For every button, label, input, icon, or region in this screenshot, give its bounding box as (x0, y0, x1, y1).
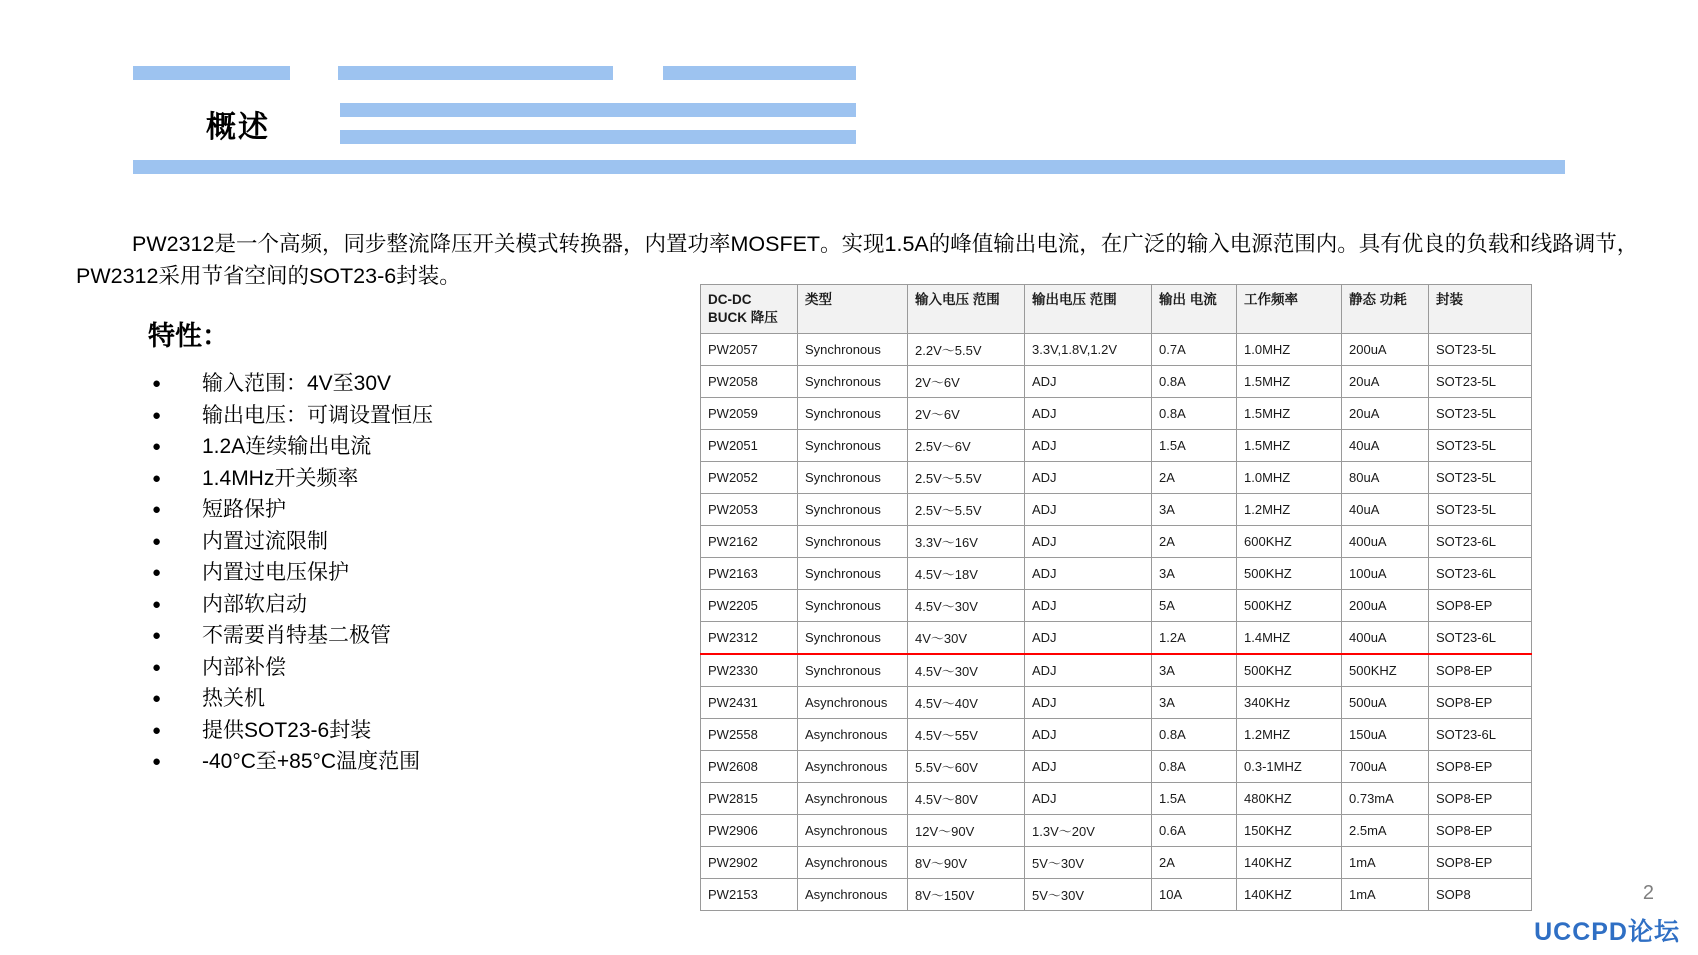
table-cell: ADJ (1025, 430, 1152, 462)
table-row (701, 430, 1532, 462)
slide-header-decoration (0, 0, 1698, 185)
table-cell: 200uA (1342, 334, 1429, 366)
table-cell: 1.2A (1152, 622, 1237, 655)
list-item: ● 提供SOT23-6封装 (152, 715, 433, 747)
table-cell: ADJ (1025, 622, 1152, 655)
header-bar-gap-1 (290, 66, 338, 80)
table-cell: 2A (1152, 462, 1237, 494)
table-cell: 600KHZ (1237, 526, 1342, 558)
table-cell: 140KHZ (1237, 847, 1342, 879)
table-cell: 4.5V～55V (908, 719, 1025, 751)
table-header-row (701, 285, 1532, 334)
list-item: ● 输出电压：可调设置恒压 (152, 400, 433, 432)
table-cell: PW2052 (701, 462, 798, 494)
table-cell: 2.5V～5.5V (908, 494, 1025, 526)
table-row (701, 494, 1532, 526)
table-cell: 1.5MHZ (1237, 398, 1342, 430)
table-cell: SOP8-EP (1429, 783, 1532, 815)
table-cell: ADJ (1025, 558, 1152, 590)
table-cell: ADJ (1025, 494, 1152, 526)
column-header-quiescent: 静态 功耗 (1342, 285, 1429, 334)
table-cell: 1.5A (1152, 430, 1237, 462)
header-bar-middle-2 (340, 130, 856, 144)
table-cell: 340KHz (1237, 687, 1342, 719)
table-cell: 1mA (1342, 879, 1429, 911)
table-cell: ADJ (1025, 751, 1152, 783)
list-item: ● 不需要肖特基二极管 (152, 620, 433, 652)
table-cell: 1.4MHZ (1237, 622, 1342, 655)
list-item: ● 1.2A连续输出电流 (152, 431, 433, 463)
column-header-package: 封装 (1429, 285, 1532, 334)
table-cell: ADJ (1025, 783, 1152, 815)
table-cell: 1mA (1342, 847, 1429, 879)
table-row (701, 398, 1532, 430)
table-cell: SOT23-5L (1429, 462, 1532, 494)
table-cell: 2V～6V (908, 398, 1025, 430)
table-cell: 3A (1152, 558, 1237, 590)
table-cell: Synchronous (798, 430, 908, 462)
table-cell: SOP8-EP (1429, 847, 1532, 879)
table-row (701, 366, 1532, 398)
table-row (701, 558, 1532, 590)
table-cell: ADJ (1025, 366, 1152, 398)
table-cell: Asynchronous (798, 879, 908, 911)
table-cell: SOP8 (1429, 879, 1532, 911)
table-cell: Asynchronous (798, 847, 908, 879)
column-header-frequency: 工作频率 (1237, 285, 1342, 334)
features-heading: 特性： (148, 321, 229, 351)
table-cell: Synchronous (798, 366, 908, 398)
table-cell: 1.5A (1152, 783, 1237, 815)
table-cell: 5V～30V (1025, 847, 1152, 879)
table-cell: 2.2V～5.5V (908, 334, 1025, 366)
table-cell: Asynchronous (798, 815, 908, 847)
list-item: ● 1.4MHz开关频率 (152, 463, 433, 495)
table-cell: SOP8-EP (1429, 751, 1532, 783)
table-cell: Asynchronous (798, 687, 908, 719)
table-cell: Asynchronous (798, 719, 908, 751)
table-cell: SOP8-EP (1429, 815, 1532, 847)
table-cell: 2.5V～5.5V (908, 462, 1025, 494)
table-cell: 3.3V～16V (908, 526, 1025, 558)
list-item: ● 内置过流限制 (152, 526, 433, 558)
table-cell: 10A (1152, 879, 1237, 911)
table-cell: 2V～6V (908, 366, 1025, 398)
table-cell: 200uA (1342, 590, 1429, 622)
table-cell: 0.8A (1152, 719, 1237, 751)
table-cell: 150uA (1342, 719, 1429, 751)
column-header-output-voltage: 输出电压 范围 (1025, 285, 1152, 334)
table-cell: PW2330 (701, 654, 798, 687)
table-cell: 400uA (1342, 622, 1429, 655)
table-cell: 0.8A (1152, 398, 1237, 430)
table-cell: 1.3V～20V (1025, 815, 1152, 847)
table-row (701, 879, 1532, 911)
table-row (701, 462, 1532, 494)
table-cell: Synchronous (798, 622, 908, 655)
table-row (701, 526, 1532, 558)
table-cell: 1.5MHZ (1237, 430, 1342, 462)
table-cell: 5A (1152, 590, 1237, 622)
table-cell: PW2608 (701, 751, 798, 783)
table-cell: 5V～30V (1025, 879, 1152, 911)
list-item: ● -40°C至+85°C温度范围 (152, 746, 433, 778)
table-row (701, 654, 1532, 687)
table-cell: Synchronous (798, 334, 908, 366)
table-cell: ADJ (1025, 719, 1152, 751)
list-item: ● 内部补偿 (152, 652, 433, 684)
column-header-output-current: 输出 电流 (1152, 285, 1237, 334)
table-row (701, 590, 1532, 622)
list-item: ● 输入范围：4V至30V (152, 368, 433, 400)
table-cell: PW2558 (701, 719, 798, 751)
table-cell: PW2051 (701, 430, 798, 462)
table-cell: 500KHZ (1237, 654, 1342, 687)
table-cell: 400uA (1342, 526, 1429, 558)
table-cell: 0.8A (1152, 751, 1237, 783)
table-cell: 4V～30V (908, 622, 1025, 655)
table-cell: 480KHZ (1237, 783, 1342, 815)
table-cell: SOP8-EP (1429, 687, 1532, 719)
table-cell: 100uA (1342, 558, 1429, 590)
spec-table-container (700, 284, 1532, 911)
column-header-input-voltage: 输入电压 范围 (908, 285, 1025, 334)
column-header-part: DC-DC BUCK 降压 (701, 285, 798, 334)
watermark-logo: UCCPD论坛 (1534, 918, 1680, 946)
table-cell: SOT23-6L (1429, 526, 1532, 558)
table-cell: SOT23-6L (1429, 622, 1532, 655)
table-cell: 500KHZ (1237, 558, 1342, 590)
table-cell: 3.3V,1.8V,1.2V (1025, 334, 1152, 366)
table-cell: 20uA (1342, 366, 1429, 398)
table-cell: ADJ (1025, 398, 1152, 430)
table-cell: 2.5mA (1342, 815, 1429, 847)
table-cell: 140KHZ (1237, 879, 1342, 911)
table-cell: ADJ (1025, 654, 1152, 687)
table-cell: PW2312 (701, 622, 798, 655)
table-cell: PW2058 (701, 366, 798, 398)
table-cell: Synchronous (798, 398, 908, 430)
table-cell: SOT23-5L (1429, 398, 1532, 430)
table-cell: 4.5V～80V (908, 783, 1025, 815)
table-cell: 40uA (1342, 494, 1429, 526)
table-cell: Synchronous (798, 558, 908, 590)
table-cell: PW2815 (701, 783, 798, 815)
table-row (701, 847, 1532, 879)
table-row (701, 783, 1532, 815)
table-cell: ADJ (1025, 590, 1152, 622)
table-row (701, 334, 1532, 366)
page-number: 2 (1642, 882, 1654, 904)
table-cell: ADJ (1025, 687, 1152, 719)
table-cell: SOT23-5L (1429, 366, 1532, 398)
table-cell: 500KHZ (1237, 590, 1342, 622)
table-cell: PW2431 (701, 687, 798, 719)
table-row-highlighted (701, 622, 1532, 655)
table-row (701, 719, 1532, 751)
table-cell: 0.73mA (1342, 783, 1429, 815)
table-cell: 0.6A (1152, 815, 1237, 847)
table-cell: PW2205 (701, 590, 798, 622)
table-cell: 1.2MHZ (1237, 719, 1342, 751)
header-bar-gap-2 (613, 66, 663, 80)
header-bar-middle-1 (340, 103, 856, 117)
table-cell: PW2057 (701, 334, 798, 366)
table-cell: SOT23-5L (1429, 334, 1532, 366)
table-cell: SOP8-EP (1429, 654, 1532, 687)
list-item: ● 短路保护 (152, 494, 433, 526)
table-cell: 12V～90V (908, 815, 1025, 847)
table-cell: 1.5MHZ (1237, 366, 1342, 398)
page-title: 概述 (200, 100, 288, 148)
table-cell: SOT23-5L (1429, 430, 1532, 462)
table-row (701, 751, 1532, 783)
table-cell: 80uA (1342, 462, 1429, 494)
table-cell: 20uA (1342, 398, 1429, 430)
table-cell: SOP8-EP (1429, 590, 1532, 622)
list-item: ● 内置过电压保护 (152, 557, 433, 589)
column-header-type: 类型 (798, 285, 908, 334)
spec-table (700, 284, 1532, 911)
table-cell: 3A (1152, 654, 1237, 687)
table-cell: Synchronous (798, 526, 908, 558)
table-cell: 4.5V～40V (908, 687, 1025, 719)
table-cell: Synchronous (798, 654, 908, 687)
table-cell: 3A (1152, 494, 1237, 526)
table-cell: 150KHZ (1237, 815, 1342, 847)
table-cell: PW2059 (701, 398, 798, 430)
spec-table-body (701, 334, 1532, 911)
table-cell: SOT23-5L (1429, 494, 1532, 526)
table-cell: SOT23-6L (1429, 558, 1532, 590)
table-cell: Synchronous (798, 494, 908, 526)
table-cell: PW2153 (701, 879, 798, 911)
table-cell: 3A (1152, 687, 1237, 719)
table-cell: 700uA (1342, 751, 1429, 783)
table-row (701, 815, 1532, 847)
header-bar-top (133, 66, 856, 80)
spec-table-header (701, 285, 1532, 334)
table-cell: 4.5V～18V (908, 558, 1025, 590)
table-cell: 0.8A (1152, 366, 1237, 398)
table-cell: 4.5V～30V (908, 590, 1025, 622)
table-cell: 0.7A (1152, 334, 1237, 366)
table-cell: 2A (1152, 526, 1237, 558)
table-cell: Asynchronous (798, 783, 908, 815)
table-cell: 0.3-1MHZ (1237, 751, 1342, 783)
table-row (701, 687, 1532, 719)
table-cell: 1.0MHZ (1237, 462, 1342, 494)
table-cell: 2.5V～6V (908, 430, 1025, 462)
table-cell: Synchronous (798, 462, 908, 494)
intro-paragraph: PW2312是一个高频，同步整流降压开关模式转换器，内置功率MOSFET。实现1.5A的峰值输出电流，在广泛的输入电源范围内。具有优良的负载和线路调节，PW2312采用节省空间的SOT23-6封装。 (76, 232, 1639, 288)
features-list (152, 368, 433, 778)
table-cell: PW2902 (701, 847, 798, 879)
table-cell: 2A (1152, 847, 1237, 879)
table-cell: 500uA (1342, 687, 1429, 719)
table-cell: 500KHZ (1342, 654, 1429, 687)
table-cell: Asynchronous (798, 751, 908, 783)
table-cell: SOT23-6L (1429, 719, 1532, 751)
table-cell: 1.2MHZ (1237, 494, 1342, 526)
table-cell: 8V～90V (908, 847, 1025, 879)
list-item: ● 内部软启动 (152, 589, 433, 621)
table-cell: 1.0MHZ (1237, 334, 1342, 366)
table-cell: Synchronous (798, 590, 908, 622)
table-cell: PW2163 (701, 558, 798, 590)
table-cell: PW2053 (701, 494, 798, 526)
list-item: ● 热关机 (152, 683, 433, 715)
table-cell: PW2162 (701, 526, 798, 558)
table-cell: ADJ (1025, 462, 1152, 494)
table-cell: ADJ (1025, 526, 1152, 558)
header-bar-bottom (133, 160, 1565, 174)
table-cell: 40uA (1342, 430, 1429, 462)
table-cell: 4.5V～30V (908, 654, 1025, 687)
table-cell: 5.5V～60V (908, 751, 1025, 783)
table-cell: PW2906 (701, 815, 798, 847)
table-cell: 8V～150V (908, 879, 1025, 911)
